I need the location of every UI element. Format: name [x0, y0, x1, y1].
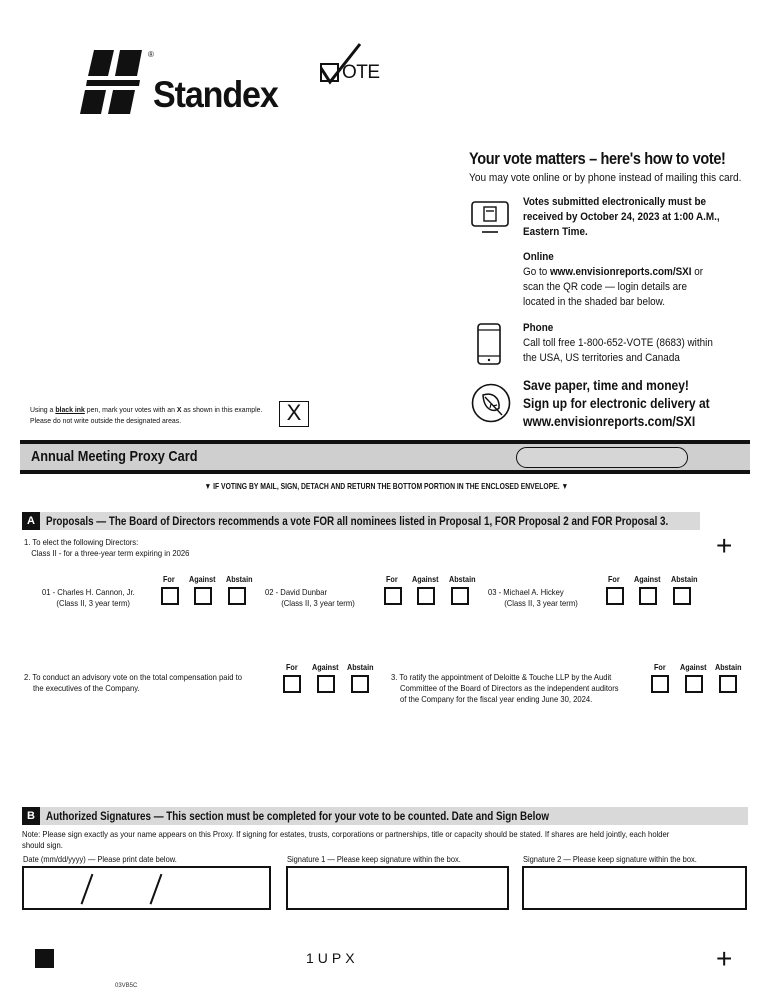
- nominee-03: 03 - Michael A. Hickey (Class II, 3 year term): [488, 587, 578, 608]
- signature-note: Note: Please sign exactly as your name appears on this Proxy. If signing for estates, trusts, corporations or partnerships, title or capacity should be stated. If shares are held jointly, each holder should sign.: [22, 829, 670, 850]
- print-code: 03VB5C: [115, 983, 138, 989]
- eco-url-link[interactable]: www.envisionreports.com/SXI: [523, 413, 696, 429]
- online-heading: Online: [523, 251, 554, 263]
- proposal-3-for-checkbox[interactable]: [651, 675, 669, 693]
- proposal-3-text: 3. To ratify the appointment of Deloitte & Touche LLP by the Audit Committee of the Board of Directors as the independent auditors of the Company for the fiscal year ending June 30, 2024.: [391, 672, 619, 704]
- signature-1-label: Signature 1 — Please keep signature within the box.: [287, 854, 461, 864]
- date-separator-slash: [150, 874, 162, 905]
- date-separator-slash: [81, 874, 93, 905]
- monitor-icon: [471, 201, 509, 235]
- company-name: Standex: [153, 74, 278, 115]
- electronic-delivery-promo: Save paper, time and money! Sign up for electronic delivery at www.envisionreports.com/SXI: [523, 377, 710, 429]
- signature-2-field[interactable]: [522, 866, 747, 910]
- phone-heading: Phone: [523, 322, 554, 334]
- online-url-link[interactable]: www.envisionreports.com/SXI: [549, 266, 692, 278]
- nominee-03-for-checkbox[interactable]: [606, 587, 624, 605]
- proposal-3-against-checkbox[interactable]: [685, 675, 703, 693]
- nominee-01: 01 - Charles H. Cannon, Jr. (Class II, 3 year term): [42, 587, 135, 608]
- date-field[interactable]: [22, 866, 271, 910]
- detach-notice: ▼ IF VOTING BY MAIL, SIGN, DETACH AND RETURN THE BOTTOM PORTION IN THE ENCLOSED ENVELOPE. ▼: [204, 481, 568, 491]
- section-a-title: Proposals — The Board of Directors recommends a vote FOR all nominees listed in Proposal 1, FOR Proposal 2 and FOR Proposal 3.: [46, 514, 669, 528]
- registration-square-mark: [35, 949, 54, 968]
- how-to-vote-subtitle: You may vote online or by phone instead of mailing this card.: [469, 172, 742, 184]
- signature-1-field[interactable]: [286, 866, 509, 910]
- section-b-title: Authorized Signatures — This section must be completed for your vote to be counted. Date and Sign Below: [46, 809, 549, 823]
- nominee-02-against-checkbox[interactable]: [417, 587, 435, 605]
- registration-plus-mark: +: [716, 530, 733, 561]
- nominee-02-abstain-checkbox[interactable]: [451, 587, 469, 605]
- vote-logo-text: OTE: [342, 62, 380, 83]
- section-a-header: [22, 512, 700, 530]
- proxy-card-title: Annual Meeting Proxy Card: [31, 448, 198, 465]
- vote-logo: [320, 42, 395, 87]
- nominee-02: 02 - David Dunbar (Class II, 3 year term): [265, 587, 355, 608]
- signature-2-label: Signature 2 — Please keep signature within the box.: [523, 854, 697, 864]
- phone-voting: Phone Call toll free 1-800-652-VOTE (8683) within the USA, US territories and Canada: [523, 322, 713, 364]
- nominee-01-for-checkbox[interactable]: [161, 587, 179, 605]
- online-voting: Online Go to www.envisionreports.com/SXI or scan the QR code — login details are located in the shaded bar below.: [523, 251, 704, 308]
- proposal-2-against-checkbox[interactable]: [317, 675, 335, 693]
- proposal-2-vote-group: For Against Abstain: [283, 662, 383, 696]
- section-b-header: [22, 807, 748, 825]
- proposal-3-abstain-checkbox[interactable]: [719, 675, 737, 693]
- registered-mark: ®: [148, 50, 154, 59]
- proposal-2-abstain-checkbox[interactable]: [351, 675, 369, 693]
- registration-plus-mark: +: [716, 943, 733, 974]
- nominee-01-abstain-checkbox[interactable]: [228, 587, 246, 605]
- section-b-badge: B: [22, 807, 40, 825]
- deadline-notice: Votes submitted electronically must be received by October 24, 2023 at 1:00 A.M., Eastern Time.: [523, 196, 720, 238]
- section-a-badge: A: [22, 512, 40, 530]
- nominee-02-for-checkbox[interactable]: [384, 587, 402, 605]
- phone-icon: [477, 323, 501, 365]
- login-details-field[interactable]: [516, 447, 688, 468]
- proposal-1-text: 1. To elect the following Directors: Class II - for a three-year term expiring in 2026: [24, 537, 190, 558]
- standex-logo-mark-icon: [80, 50, 148, 114]
- nominee-02-vote-group: For Against Abstain: [383, 574, 483, 608]
- proposal-3-vote-group: For Against Abstain: [651, 662, 751, 696]
- nominee-03-vote-group: For Against Abstain: [605, 574, 705, 608]
- date-label: Date (mm/dd/yyyy) — Please print date below.: [23, 854, 177, 864]
- proposal-2-for-checkbox[interactable]: [283, 675, 301, 693]
- divider: [20, 470, 750, 474]
- marking-instructions: Using a black ink pen, mark your votes with an X as shown in this example. Please do not write outside the designated areas.: [30, 405, 263, 425]
- leaf-icon: [471, 383, 511, 423]
- nominee-03-against-checkbox[interactable]: [639, 587, 657, 605]
- form-code: 1UPX: [306, 950, 359, 966]
- nominee-01-against-checkbox[interactable]: [194, 587, 212, 605]
- nominee-03-abstain-checkbox[interactable]: [673, 587, 691, 605]
- how-to-vote-title: Your vote matters – here's how to vote!: [469, 150, 726, 168]
- proposal-2-text: 2. To conduct an advisory vote on the total compensation paid to the executives of the Company.: [24, 672, 243, 693]
- example-mark-box: X: [279, 401, 309, 427]
- nominee-01-vote-group: For Against Abstain: [160, 574, 260, 608]
